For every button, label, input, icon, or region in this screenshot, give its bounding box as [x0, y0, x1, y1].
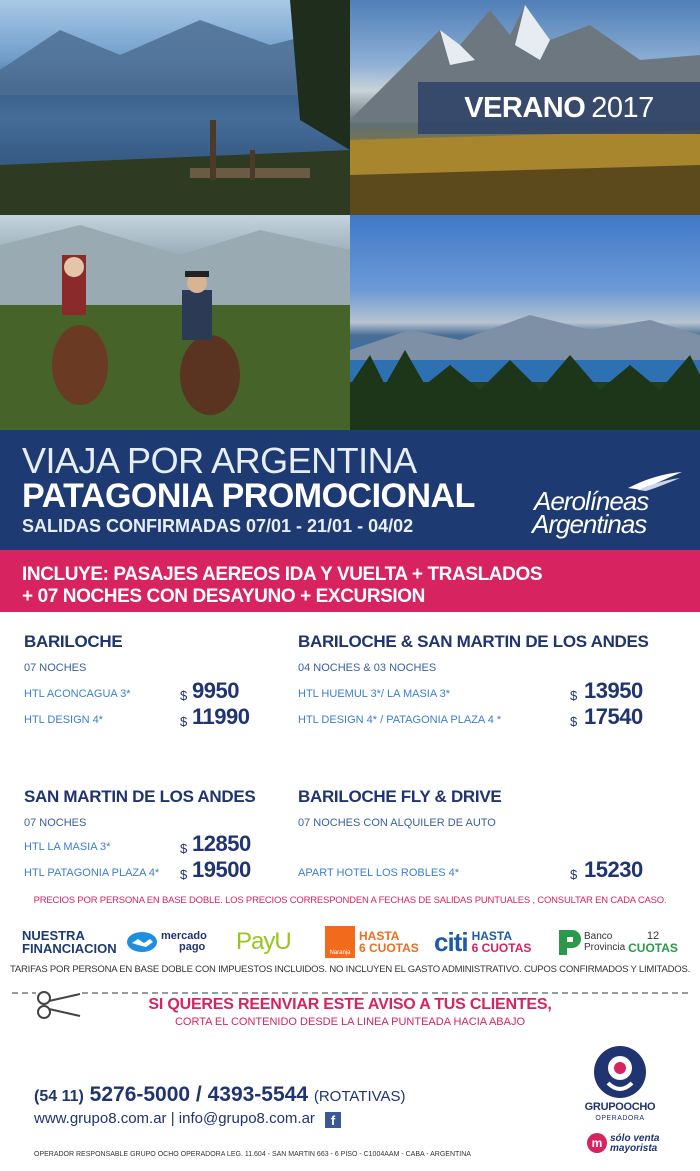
hotel-name: HTL HUEMUL 3*/ LA MASIA 3* [298, 688, 451, 700]
hotel-name: APART HOTEL LOS ROBLES 4* [298, 867, 459, 879]
offer-title: BARILOCHE FLY & DRIVE [298, 787, 502, 806]
grupo-ocho-logo [580, 1043, 660, 1123]
phone-numbers[interactable]: 5276-5000 / 4393-5544 [89, 1083, 309, 1106]
forward-notice-subtitle: CORTA EL CONTENIDO DESDE LA LINEA PUNTEADA HACIA ABAJO [174, 1016, 526, 1028]
offer-title: BARILOCHE [24, 632, 123, 651]
financing-label-line2: FINANCIACION [22, 941, 117, 956]
provincia-name: Provincia [584, 942, 626, 953]
financing-label-line1: NUESTRA [22, 928, 85, 943]
banco-provincia-logo [556, 924, 678, 960]
includes-banner [0, 550, 700, 612]
provincia-cuotas: CUOTAS [628, 941, 678, 955]
hotel-name: HTL ACONCAGUA 3* [24, 688, 131, 700]
currency-symbol: $ [180, 688, 188, 703]
tarifas-note: TARIFAS POR PERSONA EN BASE DOBLE CON IMPUESTOS INCLUIDOS. NO INCLUYEN EL GASTO ADMINISTRATIVO. CUPOS CONFIRMADOS Y LIMITADOS. [9, 964, 691, 975]
currency-symbol: $ [180, 841, 188, 856]
aerolineas-word2: Argentinas [532, 509, 647, 539]
solo-venta-line1: sólo venta [610, 1133, 660, 1144]
financing-strip [0, 924, 700, 964]
legal-footer: OPERADOR RESPONSABLE GRUPO OCHO OPERADORA LEG. 11.604 - SAN MARTIN 663 - 6 PISO - C1004AAM - CABA - ARGENTINA [34, 1151, 471, 1158]
grupo-ocho-name: GRUPOOCHO [584, 1101, 656, 1113]
verano-label: VERANO [464, 91, 586, 124]
hero-photos [0, 0, 700, 430]
grupo-ocho-g-icon [580, 1043, 660, 1101]
solo-venta-letter: m [591, 1136, 603, 1150]
facebook-icon[interactable]: f [325, 1112, 341, 1128]
naranja-cuotas: 6 CUOTAS [359, 941, 419, 955]
naranja-icon [325, 926, 355, 958]
citi-cuotas: 6 CUOTAS [471, 941, 532, 955]
lake-pier-illustration [0, 0, 350, 215]
citi-hasta: HASTA [471, 929, 513, 943]
phone-line [34, 1083, 406, 1107]
offer-row [298, 678, 688, 704]
web-email-line [34, 1110, 341, 1128]
hotel-name: HTL DESIGN 4* / PATAGONIA PLAZA 4 * [298, 714, 502, 726]
phone-rotativas: (ROTATIVAS) [313, 1088, 406, 1105]
financing-label [22, 924, 117, 960]
offer-bariloche-san-martin [298, 628, 688, 738]
naranja-logo [325, 924, 419, 960]
provincia-banco: Banco [584, 931, 613, 942]
price: 19500 [192, 857, 251, 882]
cut-line [12, 992, 688, 994]
offer-row [298, 704, 688, 730]
currency-symbol: $ [570, 688, 578, 703]
includes-line1: INCLUYE: PASAJES AEREOS IDA Y VUELTA + TRASLADOS [22, 564, 543, 585]
hotel-name: HTL DESIGN 4* [24, 714, 104, 726]
citi-logo [434, 924, 531, 960]
phone-area-code: (54 11) [34, 1088, 84, 1105]
offer-bariloche [24, 628, 269, 738]
offer-title: BARILOCHE & SAN MARTIN DE LOS ANDES [298, 632, 649, 651]
mercadopago-word1: mercado [161, 930, 207, 942]
offer-row [24, 857, 284, 883]
provincia-num: 12 [646, 930, 660, 942]
web-email-links[interactable]: www.grupo8.com.ar | info@grupo8.com.ar [34, 1110, 315, 1127]
mercadopago-word2: pago [179, 941, 206, 953]
citi-word: citi [434, 926, 468, 957]
hotel-name: HTL LA MASIA 3* [24, 841, 111, 853]
price: 13950 [584, 678, 643, 703]
solo-venta-line2: mayorista [610, 1143, 658, 1154]
offer-nights: 07 NOCHES [24, 662, 87, 674]
photo-lake-forest [350, 215, 700, 430]
offer-nights: 07 NOCHES CON ALQUILER DE AUTO [298, 817, 496, 829]
photo-horse-riders [0, 215, 350, 430]
currency-symbol: $ [180, 867, 188, 882]
mercadopago-handshake-icon [126, 931, 158, 953]
mercadopago-logo [126, 924, 207, 960]
verano-badge [418, 82, 700, 134]
promo-kicker: VIAJA POR ARGENTINA [22, 440, 417, 481]
offer-title: SAN MARTIN DE LOS ANDES [24, 787, 256, 806]
offer-row [24, 831, 284, 857]
lake-forest-illustration [350, 215, 700, 430]
payu-logo [236, 924, 291, 960]
offer-san-martin [24, 783, 284, 893]
price-disclaimer: PRECIOS POR PERSONA EN BASE DOBLE. LOS PRECIOS CORRESPONDEN A FECHAS DE SALIDAS PUNTUALES , CONSULTAR EN CADA CASO. [33, 895, 667, 906]
price: 9950 [192, 678, 239, 703]
grupo-ocho-sub: OPERADORA [595, 1115, 645, 1122]
offer-nights: 04 NOCHES & 03 NOCHES [298, 662, 437, 674]
aerolineas-word1: Aerolíneas [534, 486, 649, 516]
price: 17540 [584, 704, 643, 729]
forward-notice-title: SI QUERES REENVIAR ESTE AVISO A TUS CLIENTES, [148, 996, 552, 1013]
price: 12850 [192, 831, 251, 856]
price: 15230 [584, 857, 643, 882]
offer-row [298, 857, 688, 883]
offer-row [24, 678, 269, 704]
offer-row [24, 704, 269, 730]
currency-symbol: $ [570, 714, 578, 729]
horse-riders-illustration [0, 215, 350, 430]
hotel-name: HTL PATAGONIA PLAZA 4* [24, 867, 160, 879]
offer-nights: 07 NOCHES [24, 817, 87, 829]
aerolineas-logo [528, 470, 688, 540]
verano-year: 2017 [591, 91, 654, 124]
promo-departures: SALIDAS CONFIRMADAS 07/01 - 21/01 - 04/02 [22, 516, 414, 536]
currency-symbol: $ [570, 867, 578, 882]
offer-fly-drive [298, 783, 688, 893]
promo-title: PATAGONIA PROMOCIONAL [22, 477, 475, 515]
currency-symbol: $ [180, 714, 188, 729]
naranja-brand: Naranja [329, 950, 351, 956]
includes-line2: + 07 NOCHES CON DESAYUNO + EXCURSION [22, 586, 426, 607]
solo-venta-mayorista-badge [586, 1130, 676, 1160]
banco-provincia-icon [556, 927, 582, 957]
photo-lake-pier [0, 0, 350, 215]
price: 11990 [192, 704, 250, 729]
payu-word: PayU [236, 928, 291, 955]
naranja-hasta: HASTA [359, 929, 400, 943]
solo-venta-m-icon [586, 1132, 608, 1154]
